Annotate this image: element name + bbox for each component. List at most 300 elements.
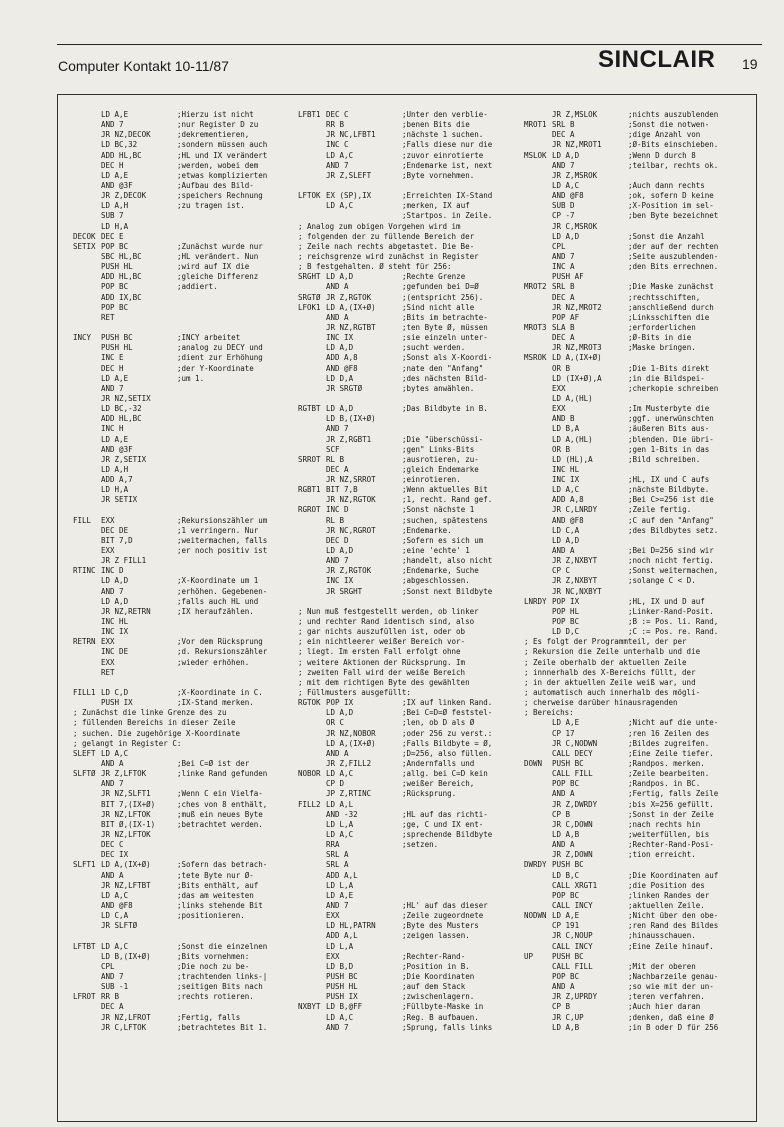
line-comment: ;d. Rekursionszähler (177, 647, 268, 657)
line-label (524, 536, 552, 546)
line-comment: ;den Bits errechnen. (628, 262, 719, 272)
line-instruction: AND 7 (101, 971, 124, 981)
line-label (298, 394, 326, 404)
line-instruction: AND 7 (101, 383, 124, 393)
line-comment: ;IX-Stand merken. (177, 698, 254, 708)
listing-line (524, 800, 754, 810)
line-label (73, 911, 101, 921)
line-label (73, 424, 101, 434)
line-comment: ;aktuellen Zeile. (628, 900, 705, 910)
block-comment: ; Rekursion die Zeile unterhalb und die (524, 647, 701, 657)
line-label (524, 424, 552, 434)
block-comment: ; B festgehalten. Ø steht für 256: (298, 262, 452, 272)
listing-line (524, 769, 754, 779)
listing-line (298, 181, 520, 191)
line-label (524, 384, 552, 394)
line-comment: ;bytes anwählen. (402, 383, 475, 393)
line-comment (402, 871, 520, 881)
line-comment: ;Endemarke. (402, 525, 452, 535)
line-instruction: LD A,D (101, 596, 129, 606)
listing-line (298, 364, 520, 374)
line-comment: ;einrotieren. (402, 475, 461, 485)
line-label (73, 820, 101, 830)
line-comment: ;falls auch HL und (177, 596, 259, 606)
line-comment: ;gleich Endemarke (402, 464, 479, 474)
line-instruction: CP 191 (552, 921, 580, 931)
line-label (524, 840, 552, 850)
line-instruction: INC H (101, 424, 124, 434)
line-instruction: LD A,D (552, 150, 580, 160)
listing-line (298, 475, 520, 485)
listing-line (298, 566, 520, 576)
line-instruction: JR Z FILL1 (101, 556, 147, 566)
line-label (73, 901, 101, 911)
line-instruction: AND A (326, 312, 349, 322)
line-label (298, 992, 326, 1002)
line-instruction: LD BC,32 (101, 140, 138, 150)
listing-line (298, 830, 520, 840)
line-label (298, 536, 326, 546)
line-instruction: JR NZ,RETRN (101, 606, 151, 616)
line-instruction: BIT 7,(IX+Ø) (101, 799, 156, 809)
listing-line (298, 151, 520, 161)
line-comment (177, 435, 295, 445)
line-instruction: AND 7 (552, 160, 575, 170)
line-label (524, 374, 552, 384)
line-instruction: JP Z,RTINC (326, 789, 372, 799)
line-instruction: LD A,C (552, 485, 580, 495)
line-label: LFROT (73, 992, 96, 1002)
listing-line (73, 120, 295, 130)
line-comment (177, 424, 295, 434)
line-comment: ;D=256, also füllen. (402, 748, 493, 758)
line-comment: ;linken Randes der (628, 890, 710, 900)
listing-line (298, 414, 520, 424)
line-comment: ;ren 16 Zeilen des (628, 728, 710, 738)
listing-line (298, 658, 520, 668)
line-instruction: AND -32 (326, 809, 358, 819)
line-instruction: JR Z,FILL2 (326, 759, 372, 768)
line-label (73, 931, 101, 941)
line-instruction: LD D,A (326, 373, 354, 383)
listing-line (524, 658, 754, 668)
line-comment (402, 800, 520, 810)
line-label: LFTOK (298, 191, 321, 201)
listing-line (73, 952, 295, 962)
listing-line (73, 901, 295, 911)
listing-line (524, 465, 754, 475)
line-instruction: SRL A (326, 860, 349, 870)
line-comment: ;Position in B. (402, 961, 470, 971)
listing-line (298, 495, 520, 505)
line-comment: ;rechts rotieren. (177, 992, 254, 1002)
line-instruction: JR NZ,SLFT1 (101, 789, 151, 799)
line-label: FILL2 (298, 799, 321, 809)
listing-line (298, 871, 520, 881)
line-label: DWRDY (524, 860, 547, 870)
line-instruction: JR NZ,RGTBT (326, 322, 376, 332)
line-comment: ;muß ein neues Byte (177, 809, 263, 819)
line-instruction: AND A (326, 748, 349, 758)
listing-line (524, 1002, 754, 1012)
line-instruction: LD A,C (326, 829, 354, 839)
line-label: SRGTØ (298, 292, 321, 302)
listing-line (524, 222, 754, 232)
line-instruction: AND A (326, 282, 349, 292)
listing-line (524, 749, 754, 759)
line-comment: ;HL, IX und D auf (628, 596, 705, 606)
line-label (298, 779, 326, 789)
listing-line (298, 952, 520, 962)
line-label (73, 262, 101, 272)
listing-line (298, 536, 520, 546)
line-instruction: CALL FILL (552, 961, 593, 971)
line-comment (177, 414, 295, 424)
block-comment: ; innnerhalb des X-Bereichs füllt, der (524, 667, 696, 677)
line-comment: ;addiert. (177, 282, 218, 292)
line-comment: ;erhöhen. Gegebenen- (177, 586, 268, 596)
line-label (298, 201, 326, 211)
line-instruction: JR Z,MSROK (552, 170, 598, 180)
listing-line (524, 678, 754, 688)
listing-line (73, 992, 295, 1002)
listing-line (73, 211, 295, 221)
line-instruction: JR Z,DOWN (552, 850, 593, 860)
line-comment: ;bis X=256 gefüllt. (628, 799, 714, 809)
listing-line (524, 688, 754, 698)
line-instruction: AND @3F (101, 444, 133, 454)
line-label (298, 435, 326, 445)
listing-line (73, 698, 295, 708)
listing-line (73, 1013, 295, 1023)
line-label (524, 303, 552, 313)
listing-line (73, 455, 295, 465)
listing-line (298, 1002, 520, 1012)
listing-line (524, 962, 754, 972)
line-label (524, 921, 552, 931)
listing-line (298, 962, 520, 972)
line-instruction: CP D (326, 779, 345, 789)
line-label (298, 901, 326, 911)
line-label (524, 901, 552, 911)
line-instruction: INC IX (101, 627, 129, 637)
line-label (73, 445, 101, 455)
listing-line (298, 789, 520, 799)
listing-line (524, 505, 754, 515)
line-comment: ;Rechter-Rand-Posi- (628, 840, 714, 850)
line-label: INCY (73, 333, 92, 343)
line-instruction: LD L,A (326, 880, 354, 890)
listing-line (73, 1002, 295, 1012)
line-comment (628, 272, 754, 282)
line-comment: ;weiterfüllen, bis (628, 829, 710, 839)
line-comment: ;Eine Zeile hinauf. (628, 941, 714, 951)
listing-line (73, 546, 295, 556)
listing-line (298, 891, 520, 901)
line-label: SETIX (73, 241, 96, 251)
line-label (298, 151, 326, 161)
line-comment: ;Sonst als X-Koordi- (402, 353, 493, 363)
line-label (73, 495, 101, 505)
line-comment: ;Falls Bildbyte = Ø, (402, 738, 493, 748)
line-label (524, 881, 552, 891)
line-comment: ;Sofern das betrach- (177, 860, 268, 870)
line-label (73, 303, 101, 313)
listing-line (73, 800, 295, 810)
line-instruction: SBC HL,BC (101, 251, 142, 261)
line-label (524, 130, 552, 140)
line-instruction: EXX (326, 951, 340, 961)
listing-line (524, 364, 754, 374)
line-instruction: INC HL (101, 617, 129, 627)
line-label (298, 516, 326, 526)
line-comment: ;gen" Links-Bits (402, 444, 475, 454)
line-comment: ;suchen, spätestens (402, 515, 488, 525)
line-comment (402, 181, 520, 191)
line-label (298, 343, 326, 353)
line-instruction: LD A,E (101, 110, 129, 119)
line-label (73, 191, 101, 201)
line-comment: ;blenden. Die übri- (628, 434, 714, 444)
line-comment: ;Byte des Musters (402, 921, 479, 931)
line-label (298, 171, 326, 181)
line-comment (402, 394, 520, 404)
line-label (524, 1023, 552, 1033)
line-comment: ;nichts auszublenden (628, 110, 719, 119)
line-instruction: AND A (552, 840, 575, 850)
line-label (298, 566, 326, 576)
line-label (298, 313, 326, 323)
line-comment: ;1, recht. Rand gef. (402, 495, 493, 505)
line-comment: ;Bei C>=256 ist die (628, 495, 714, 505)
line-instruction: PUSH BC (552, 951, 584, 961)
line-instruction: AND 7 (101, 120, 124, 130)
line-instruction: EXX (552, 404, 566, 414)
line-instruction: ADD HL,BC (101, 414, 142, 424)
line-instruction: LD (IX+Ø),A (552, 373, 602, 383)
line-instruction: LD A,D (552, 231, 580, 241)
line-instruction: RET (101, 312, 115, 322)
line-comment: ;dient zur Erhöhung (177, 353, 263, 363)
listing-line (73, 201, 295, 211)
line-instruction: JR NZ,MROT2 (552, 302, 602, 312)
listing-line (524, 708, 754, 718)
listing-line (298, 435, 520, 445)
line-instruction: LD A,C (552, 180, 580, 190)
line-instruction: JR NZ,SRROT (326, 475, 376, 485)
listing-line (298, 982, 520, 992)
line-comment: ;nächste Bildbyte. (628, 485, 710, 495)
line-comment: ;zu tragen ist. (177, 201, 245, 211)
listing-line (298, 384, 520, 394)
line-comment (177, 668, 295, 678)
line-comment (177, 840, 295, 850)
line-instruction: LD A,D (552, 535, 580, 545)
line-label (524, 232, 552, 242)
line-instruction: EX (SP),IX (326, 191, 372, 201)
line-instruction: JR Z,NXBYT (552, 576, 598, 586)
line-instruction: PUSH IX (101, 698, 133, 708)
line-instruction: JR Z,RGTOK (326, 292, 372, 302)
line-label (298, 931, 326, 941)
line-instruction: DEC A (326, 464, 349, 474)
line-comment: ;gleiche Differenz (177, 272, 259, 282)
listing-line (524, 921, 754, 931)
line-comment: ;Hierzu ist nicht (177, 110, 254, 119)
line-comment (177, 303, 295, 313)
line-comment: ;analog zu DECY und (177, 343, 263, 353)
listing-line (524, 597, 754, 607)
line-comment (177, 505, 295, 515)
line-label (73, 465, 101, 475)
line-comment: ;C auf den "Anfang" (628, 515, 714, 525)
listing-line (524, 130, 754, 140)
listing-line (73, 394, 295, 404)
block-comment: ; Füllmusters ausgefüllt: (298, 688, 411, 698)
listing-line (73, 972, 295, 982)
line-instruction: DEC A (552, 333, 575, 343)
line-comment: ;Sonst next Bildbyte (402, 586, 493, 596)
line-comment: ;Bits enthält, auf (177, 880, 259, 890)
line-comment: ;Reg. B aufbauen. (402, 1012, 479, 1022)
line-instruction: EXX (552, 383, 566, 393)
line-comment: ;etwas komplizierten (177, 170, 268, 180)
line-comment: ;nach rechts hin (628, 819, 701, 829)
line-comment: ;so wie mit der un- (628, 982, 714, 992)
listing-line (524, 931, 754, 941)
listing-line (524, 455, 754, 465)
line-instruction: DEC DE (101, 525, 129, 535)
line-label (524, 364, 552, 374)
listing-line (298, 800, 520, 810)
line-comment (177, 749, 295, 759)
listing-line (298, 465, 520, 475)
line-instruction (101, 931, 177, 941)
listing-line (524, 698, 754, 708)
listing-line (73, 688, 295, 698)
line-comment (177, 475, 295, 485)
line-instruction: DEC E (101, 231, 124, 241)
line-label (524, 587, 552, 597)
line-label (73, 130, 101, 140)
listing-line (298, 282, 520, 292)
listing-line (524, 566, 754, 576)
listing-line (524, 982, 754, 992)
line-instruction: LD H,A (101, 485, 129, 495)
listing-line (524, 181, 754, 191)
line-instruction: AND A (552, 546, 575, 556)
line-label (524, 201, 552, 211)
listing-line (73, 576, 295, 586)
line-label (524, 475, 552, 485)
listing-line (298, 140, 520, 150)
listing-line (298, 130, 520, 140)
line-instruction: POP AF (552, 312, 580, 322)
line-instruction: LD H,A (101, 221, 129, 231)
line-instruction: ADD IX,BC (101, 292, 142, 302)
block-comment: ; Zeile oberhalb der aktuellen Zeile (524, 657, 687, 667)
line-instruction: LD A,E (101, 434, 129, 444)
line-instruction: CPL (101, 961, 115, 971)
line-instruction: JR SRGHT (326, 586, 363, 596)
line-label (524, 871, 552, 881)
line-comment: ;speichers Rechnung (177, 191, 263, 201)
line-instruction: DEC H (101, 160, 124, 170)
listing-line (298, 272, 520, 282)
line-label (73, 891, 101, 901)
line-label (73, 576, 101, 586)
block-comment: ; Nun muß festgestellt werden, ob linker (298, 606, 479, 616)
listing-line (298, 597, 520, 607)
line-comment (177, 384, 295, 394)
line-comment: ;in B oder D für 256 (628, 1022, 719, 1032)
line-comment: ;Sonst die notwen- (628, 120, 710, 130)
line-label (298, 911, 326, 921)
line-instruction: OR C (326, 718, 345, 728)
line-instruction: AND 7 (326, 160, 349, 170)
line-instruction: SRL B (552, 282, 575, 292)
listing-line (73, 475, 295, 485)
line-label (73, 1023, 101, 1033)
listing-line (298, 576, 520, 586)
listing-line (73, 282, 295, 292)
line-label (73, 353, 101, 363)
listing-line (298, 110, 520, 120)
line-label (524, 262, 552, 272)
listing-line (298, 739, 520, 749)
line-instruction: AND A (101, 870, 124, 880)
line-label: DECOK (73, 231, 96, 241)
listing-line (524, 151, 754, 161)
line-comment: ;benen Bits die (402, 120, 470, 130)
line-label (73, 658, 101, 668)
listing-line (524, 830, 754, 840)
line-comment: ;Zeile fertig. (628, 505, 692, 515)
line-label: UP (524, 951, 534, 961)
listing-line (298, 485, 520, 495)
line-instruction: DEC H (101, 363, 124, 373)
line-comment (628, 222, 754, 232)
listing-line (524, 110, 754, 120)
line-instruction: AND @3F (101, 180, 133, 190)
line-label (298, 718, 326, 728)
line-label (298, 597, 326, 607)
line-comment: ;Wenn aktuelles Bit (402, 485, 488, 495)
line-label (524, 252, 552, 262)
line-instruction: POP HL (552, 606, 580, 616)
listing-line (524, 140, 754, 150)
line-comment: ;Fertig, falls Zeile (628, 789, 719, 799)
line-instruction: LD A,C (101, 748, 129, 758)
line-comment (402, 424, 520, 434)
line-comment: ;Sofern es sich um (402, 535, 484, 545)
line-label (524, 627, 552, 637)
line-instruction: JR C,NODWN (552, 738, 598, 748)
line-comment: ;weißer Bereich, (402, 779, 475, 789)
line-comment: ;Mit der oberen (628, 961, 696, 971)
line-instruction: EXX (101, 637, 115, 647)
line-comment (177, 445, 295, 455)
line-comment: ;setzen. (402, 840, 439, 850)
line-instruction (326, 394, 402, 404)
line-label (73, 587, 101, 597)
line-instruction: JR NZ,LFROT (101, 1012, 151, 1022)
line-comment: ;Andernfalls und (402, 759, 475, 768)
line-comment (177, 211, 295, 221)
line-instruction: CP B (552, 1002, 571, 1012)
listing-line (524, 871, 754, 881)
line-comment: ;Randpos. merken. (628, 759, 705, 768)
